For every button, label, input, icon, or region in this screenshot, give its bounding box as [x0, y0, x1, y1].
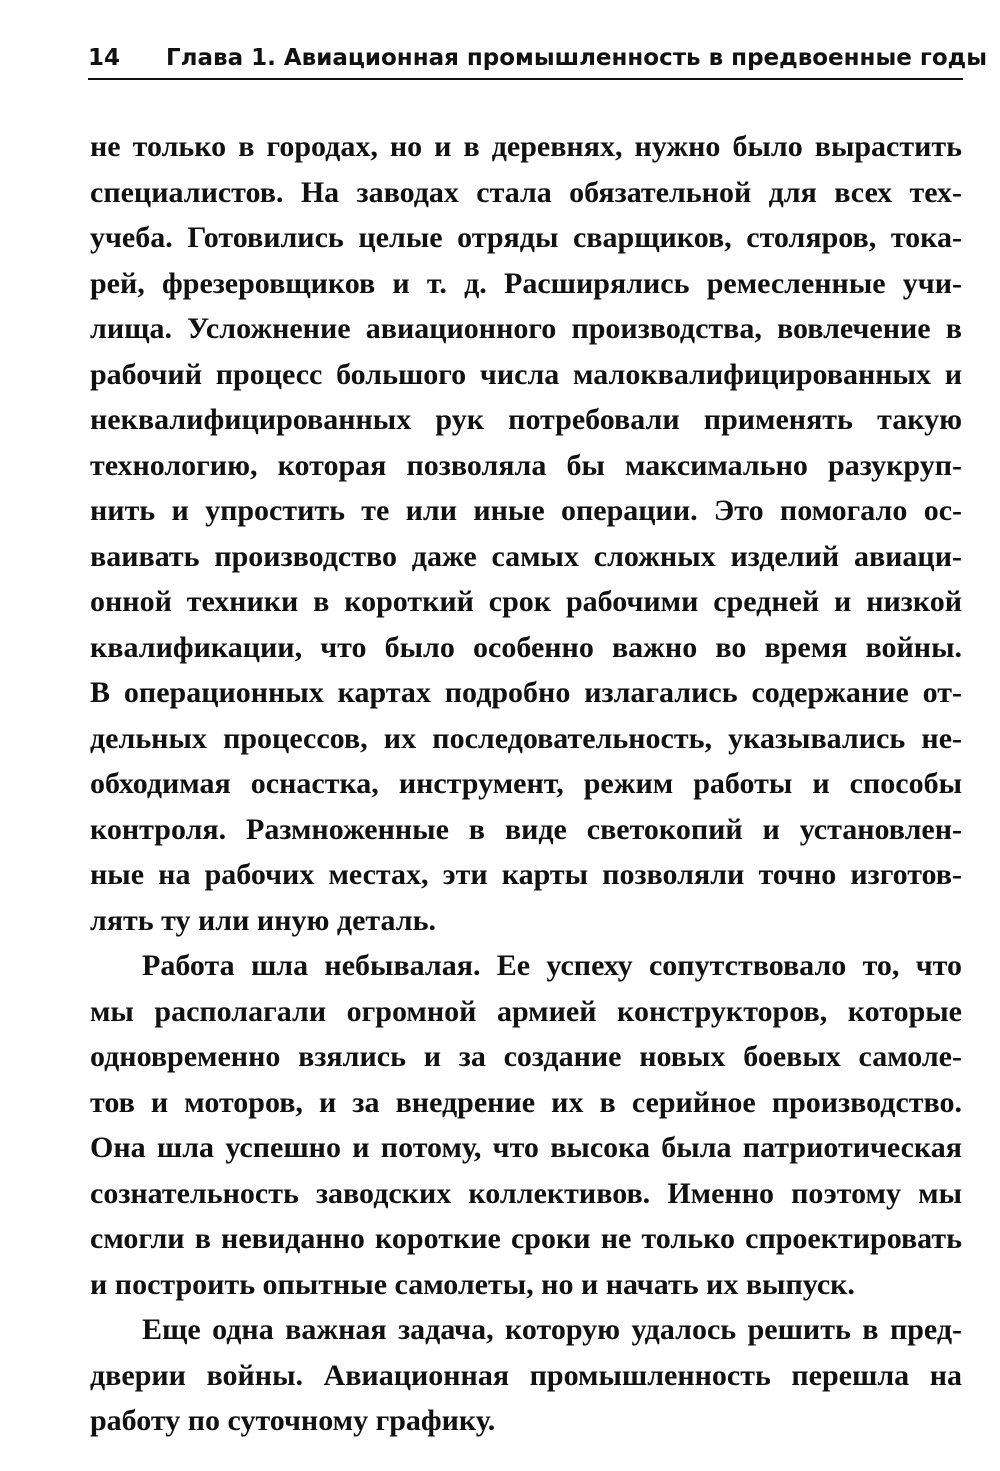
- text-line: обходимая оснастка, инструмент, режим работы и способы: [90, 767, 962, 800]
- text-line: нить и упростить те или иные операции. Это помогало ос-: [90, 494, 962, 527]
- text-line: неквалифицированных рук потребовали применять такую: [90, 403, 962, 436]
- text-line: ные на рабочих местах, эти карты позволяли точно изготов-: [90, 858, 962, 891]
- paragraph-3: [90, 1307, 962, 1444]
- text-line: одновременно взялись и за создание новых боевых самоле-: [90, 1040, 962, 1073]
- running-header: [88, 38, 988, 80]
- text-line: лять ту или иную деталь.: [90, 903, 436, 937]
- text-line: онной техники в короткий срок рабочими средней и низкой: [90, 585, 962, 618]
- paragraph-2: [90, 943, 962, 1307]
- text-line: тов и моторов, и за внедрение их в серийное производство.: [90, 1085, 962, 1119]
- text-line: Еще одна важная задача, которую удалось решить в пред-: [142, 1313, 962, 1346]
- text-line: рабочий процесс большого числа малоквалифицированных и: [90, 357, 962, 391]
- text-line: сознательность заводских коллективов. Именно поэтому мы: [90, 1176, 962, 1210]
- text-line: контроля. Размноженные в виде светокопий и установлен-: [90, 812, 962, 846]
- page-number: 14: [88, 45, 121, 71]
- text-line: Работа шла небывалая. Ее успеху сопутствовало то, что: [142, 949, 962, 982]
- text-line: дверии войны. Авиационная промышленность перешла на: [90, 1358, 962, 1392]
- text-line: ваивать производство даже самых сложных изделий авиаци-: [90, 539, 962, 573]
- text-line: лища. Усложнение авиационного производства, вовлечение в: [90, 312, 962, 345]
- chapter-title: Глава 1. Авиационная промышленность в предвоенные годы: [166, 45, 988, 71]
- text-line: Она шла успешно и потому, что высока была патриотическая: [90, 1131, 962, 1164]
- paragraph-1: [90, 124, 962, 943]
- text-line: и построить опытные самолеты, но и начать их выпуск.: [90, 1267, 855, 1301]
- text-line: работу по суточному графику.: [90, 1404, 496, 1437]
- text-line: смогли в невиданно короткие сроки не только спроектировать: [90, 1222, 962, 1255]
- text-line: технологию, которая позволяла бы максимально разукруп-: [90, 448, 962, 482]
- body-text: [90, 124, 962, 1444]
- text-line: квалификации, что было особенно важно во время войны.: [90, 630, 962, 664]
- text-line: рей, фрезеровщиков и т. д. Расширялись ремесленные учи-: [90, 266, 962, 300]
- text-line: учеба. Готовились целые отряды сварщиков, столяров, тока-: [90, 221, 962, 254]
- text-line: дельных процессов, их последовательность, указывались не-: [90, 721, 962, 755]
- text-line: мы располагали огромной армией конструкторов, которые: [90, 994, 962, 1028]
- text-line: В операционных картах подробно излагались содержание от-: [90, 676, 962, 709]
- text-line: не только в городах, но и в деревнях, нужно было вырастить: [90, 130, 962, 163]
- text-line: специалистов. На заводах стала обязательной для всех тех-: [90, 175, 962, 209]
